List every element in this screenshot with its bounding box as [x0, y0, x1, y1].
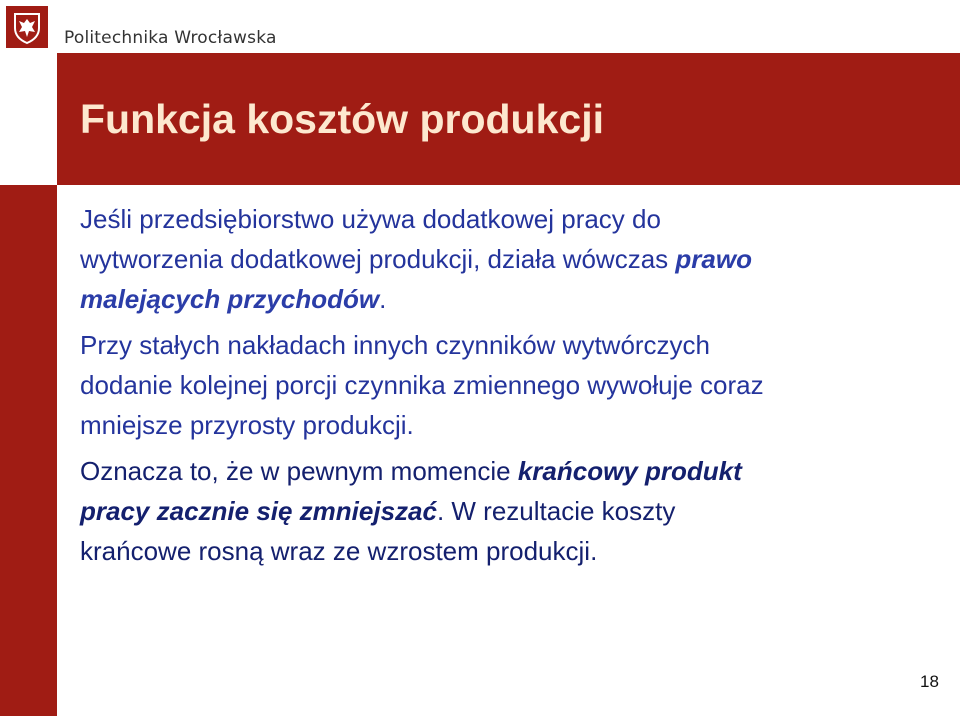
paragraph3-line1	[80, 451, 940, 491]
side-accent-bar	[0, 185, 57, 716]
paragraph3-line2	[80, 491, 940, 531]
paragraph-fixed-inputs	[80, 325, 940, 445]
paragraph-marginal-cost	[80, 451, 940, 571]
eagle-emblem-icon	[6, 6, 48, 48]
paragraph1-line3	[80, 279, 940, 319]
paragraph1-line3-text: .	[379, 284, 387, 314]
paragraph1-line3-emphasis: malejących przychodów	[80, 284, 380, 314]
organization-name: Politechnika Wrocławska	[64, 28, 277, 48]
university-logo	[6, 6, 48, 48]
paragraph2-line2: dodanie kolejnej porcji czynnika zmiennego wywołuje coraz	[80, 370, 764, 400]
paragraph3-line2-emphasis: pracy zacznie się zmniejszać	[80, 496, 437, 526]
paragraph3-line2-text: . W rezultacie koszty	[436, 496, 676, 526]
paragraph3-line1-emphasis: krańcowy produkt	[517, 456, 742, 486]
paragraph2-line1: Przy stałych nakładach innych czynników wytwórczych	[80, 330, 711, 360]
paragraph3-line3: krańcowe rosną wraz ze wzrostem produkcji.	[80, 536, 598, 566]
paragraph3-line1-text: Oznacza to, że w pewnym momencie	[80, 456, 518, 486]
paragraph-diminishing-returns	[80, 199, 940, 319]
paragraph1-line2-text: wytworzenia dodatkowej produkcji, działa wówczas	[80, 244, 676, 274]
page-number: 18	[920, 672, 939, 691]
slide-content	[80, 199, 940, 577]
paragraph1-line2	[80, 239, 940, 279]
slide-title: Funkcja kosztów produkcji	[80, 96, 604, 142]
paragraph1-line2-emphasis: prawo	[675, 244, 752, 274]
paragraph2-line3: mniejsze przyrosty produkcji.	[80, 410, 414, 440]
paragraph1-line1: Jeśli przedsiębiorstwo używa dodatkowej pracy do	[80, 204, 661, 234]
